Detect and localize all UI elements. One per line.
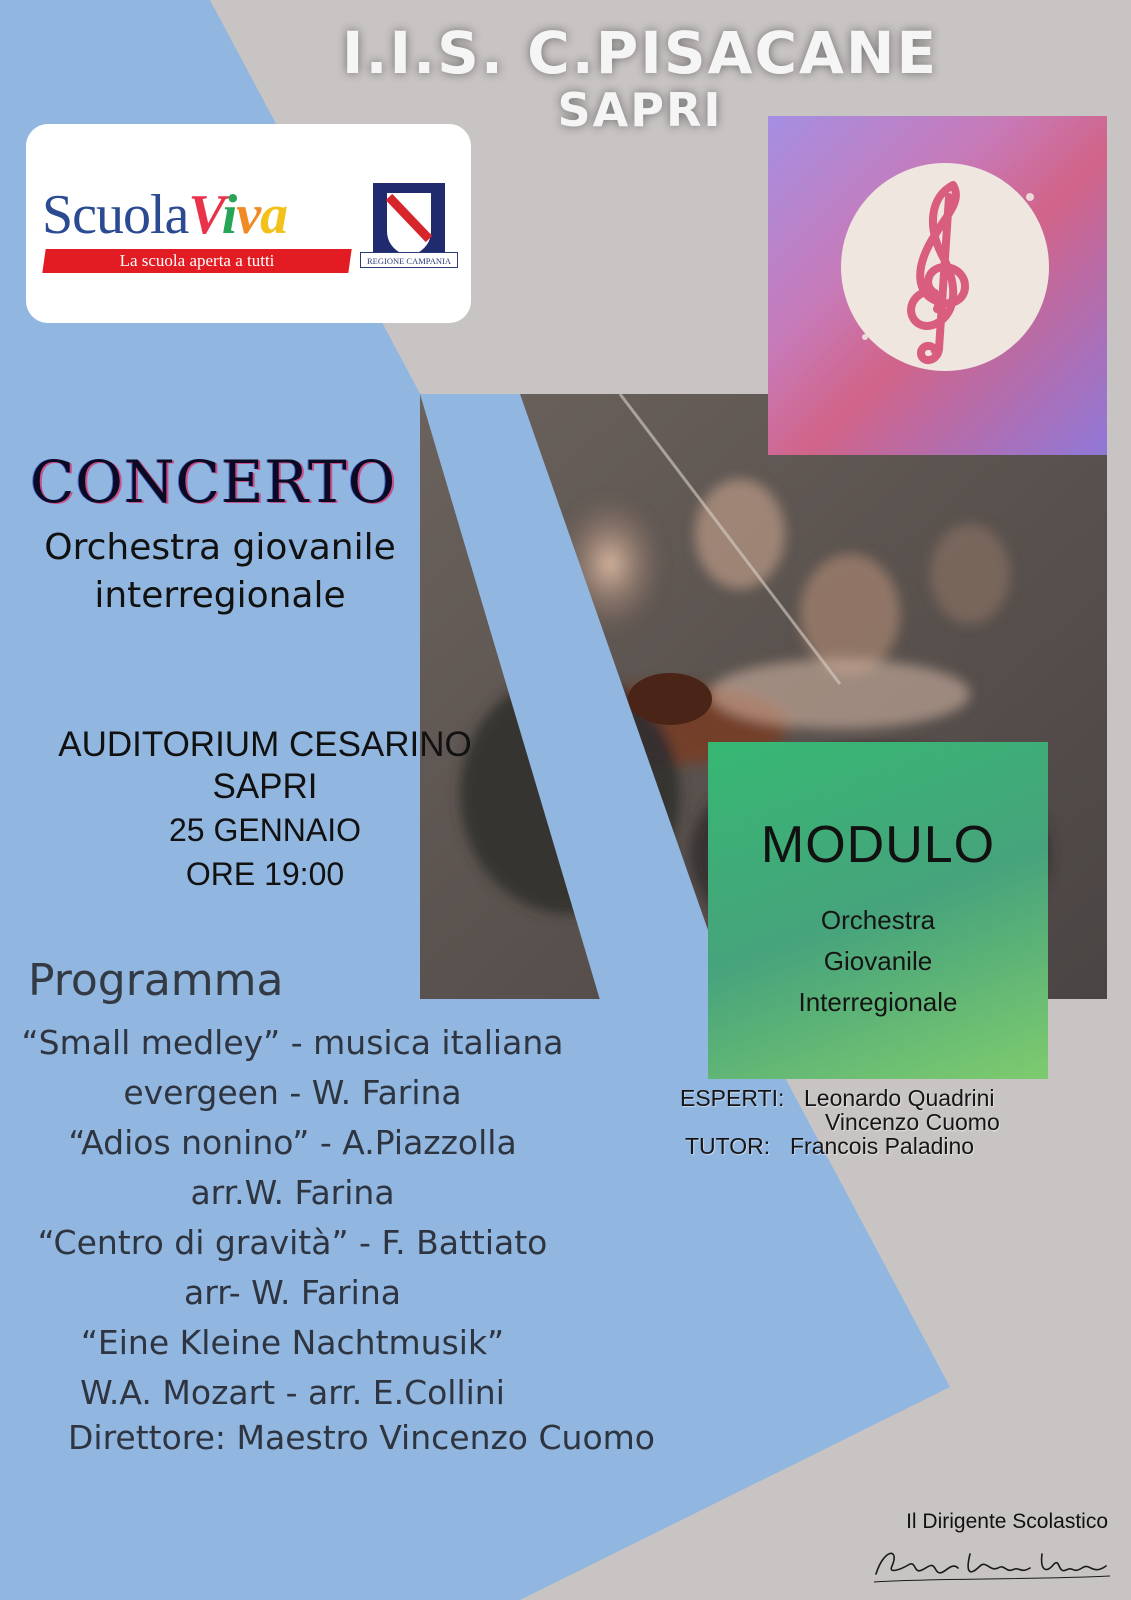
program-line: W.A. Mozart - arr. E.Collini [80,1373,505,1412]
regione-campania-emblem-icon [373,183,445,261]
program-heading: Programma [28,955,284,1006]
program-line: arr- W. Farina [184,1273,401,1312]
event-subtitle [20,524,420,620]
program-line: “Centro di gravità” - F. Battiato [37,1223,548,1262]
modulo-subtitle [708,900,1048,1023]
event-venue-block [20,724,510,896]
brand-scuola: Scuola [42,184,189,246]
event-time: ORE 19:00 [185,856,345,892]
expert-1: Leonardo Quadrini [804,1085,995,1111]
school-name: I.I.S. C.PISACANE [341,19,939,87]
staff-block [680,1086,1050,1158]
scuola-viva-wordmark [42,185,287,245]
program-director: Direttore: Maestro Vincenzo Cuomo [68,1418,655,1457]
tutor-name: Francois Paladino [790,1133,975,1159]
principal-role: Il Dirigente Scolastico [906,1510,1108,1533]
program-list [20,1018,565,1418]
modulo-line-3: Interregionale [798,987,958,1017]
program-line: “Eine Kleine Nachtmusik” [80,1323,505,1362]
experts-row-2 [680,1110,1050,1134]
school-city: SAPRI [557,83,723,137]
venue-city: SAPRI [212,767,318,806]
tagline: La scuola aperta a tutti [119,251,275,270]
event-subtitle-line-1: Orchestra giovanile [44,527,396,568]
program-line: arr.W. Farina [190,1173,395,1212]
program-line: “Adios nonino” - A.Piazzolla [68,1123,517,1162]
modulo-line-1: Orchestra [820,905,936,935]
venue-name: AUDITORIUM CESARINO [58,725,472,764]
experts-label: ESPERTI: [680,1085,785,1111]
expert-2: Vincenzo Cuomo [825,1109,1000,1135]
program-line: evergeen - W. Farina [123,1073,462,1112]
brand-viva: Viva [188,184,288,246]
event-title: CONCERTO [30,448,397,516]
modulo-line-2: Giovanile [823,946,933,976]
principal-signature [870,1540,1115,1590]
regione-campania-label: REGIONE CAMPANIA [360,252,458,268]
modulo-title: MODULO [760,816,996,874]
tutor-label: TUTOR: [685,1133,771,1159]
tutor-row [680,1134,1050,1158]
event-date: 25 GENNAIO [168,812,362,848]
treble-clef-icon [835,157,1055,377]
program-line: “Small medley” - musica italiana [21,1023,564,1062]
event-subtitle-line-2: interregionale [94,575,346,616]
experts-row [680,1086,1050,1110]
